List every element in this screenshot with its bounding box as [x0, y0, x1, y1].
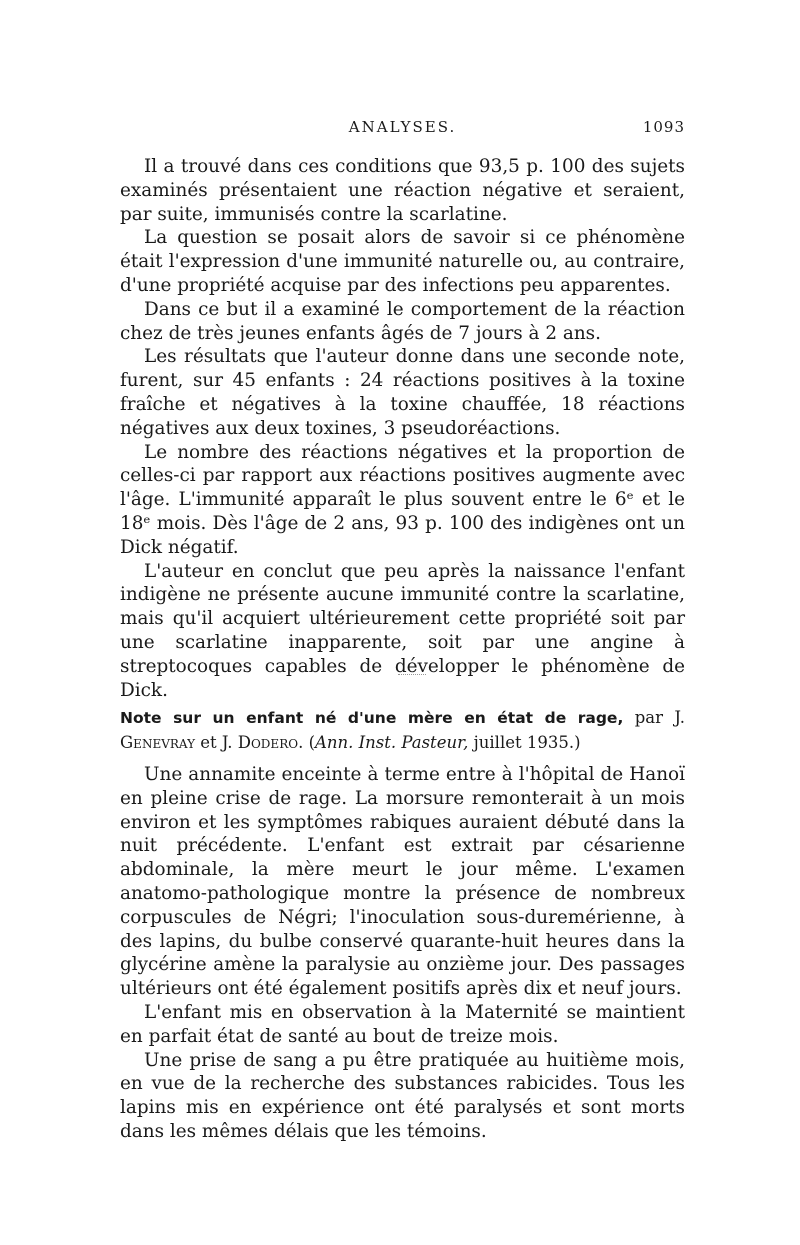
- paragraph: L'auteur en conclut que peu après la naissance l'enfant indigène ne présente aucune immunité contre la scarlatine, mais qu'il acquiert ultérieurement cette propriété soit par une scarlatine inapparente, soit par une angine à streptocoques capables de développer le phénomène de Dick.: [120, 560, 685, 701]
- paragraph: Une annamite enceinte à terme entre à l'hôpital de Hanoï en pleine crise de rage. La morsure remonterait à un mois environ et les symptômes rabiques auraient débuté dans la nuit précédente. L'enfant est extrait par césarienne abdominale, la mère meurt le jour même. L'examen anatomo-pathologique montre la présence de nombreux corpuscules de Négri; l'inoculation sous-duremérienne, à des lapins, du bulbe conservé quarante-huit heures dans la glycérine amène la paralysie au onzième jour. Des passages ultérieurs ont été également positifs après dix et neuf jours.: [120, 764, 685, 1000]
- paragraph: Il a trouvé dans ces conditions que 93,5 p. 100 des sujets examinés présentaient une réaction négative et seraient, par suite, immunisés contre la scarlatine.: [120, 156, 685, 225]
- citation-journal: Ann. Inst. Pasteur,: [315, 732, 469, 752]
- note-and: et: [200, 732, 217, 752]
- section-separator: [398, 674, 426, 675]
- citation-open: (: [308, 732, 315, 752]
- page-number: 1093: [642, 118, 685, 136]
- running-title: ANALYSES.: [348, 118, 457, 136]
- section-rabies-note: [120, 763, 685, 1144]
- note-author-1: J. Genevray: [120, 708, 686, 752]
- running-head: [120, 118, 685, 142]
- note-by: par: [634, 708, 664, 727]
- note-author-2: J. Dodero.: [221, 732, 304, 752]
- note-heading: [120, 706, 685, 754]
- paragraph: Dans ce but il a examiné le comportement de la réaction chez de très jeunes enfants âgés de 7 jours à 2 ans.: [120, 298, 685, 344]
- paragraph: Le nombre des réactions négatives et la proportion de celles-ci par rapport aux réactions positives augmente avec l'âge. L'immunité apparaît le plus souvent entre le 6ᵉ et le 18ᵉ mois. Dès l'âge de 2 ans, 93 p. 100 des indigènes ont un Dick négatif.: [120, 441, 685, 558]
- note-title: Note sur un enfant né d'une mère en état de rage,: [120, 709, 624, 727]
- paragraph: La question se posait alors de savoir si ce phénomène était l'expression d'une immunité naturelle ou, au contraire, d'une propriété acquise par des infections peu apparentes.: [120, 227, 685, 296]
- section-dick-reaction: [120, 155, 685, 702]
- citation-date: juillet 1935.: [473, 732, 575, 752]
- paragraph: Une prise de sang a pu être pratiquée au huitième mois, en vue de la recherche des substances rabicides. Tous les lapins mis en expérience ont été paralysés et sont morts dans les mêmes délais que les témoins.: [120, 1049, 685, 1142]
- citation-close: ): [574, 732, 581, 752]
- paragraph: L'enfant mis en observation à la Maternité se maintient en parfait état de santé au bout de treize mois.: [120, 1001, 685, 1047]
- paragraph: Les résultats que l'auteur donne dans une seconde note, furent, sur 45 enfants : 24 réactions positives à la toxine fraîche et négatives à la toxine chauffée, 18 réactions négatives aux deux toxines, 3 pseudoréactions.: [120, 346, 685, 439]
